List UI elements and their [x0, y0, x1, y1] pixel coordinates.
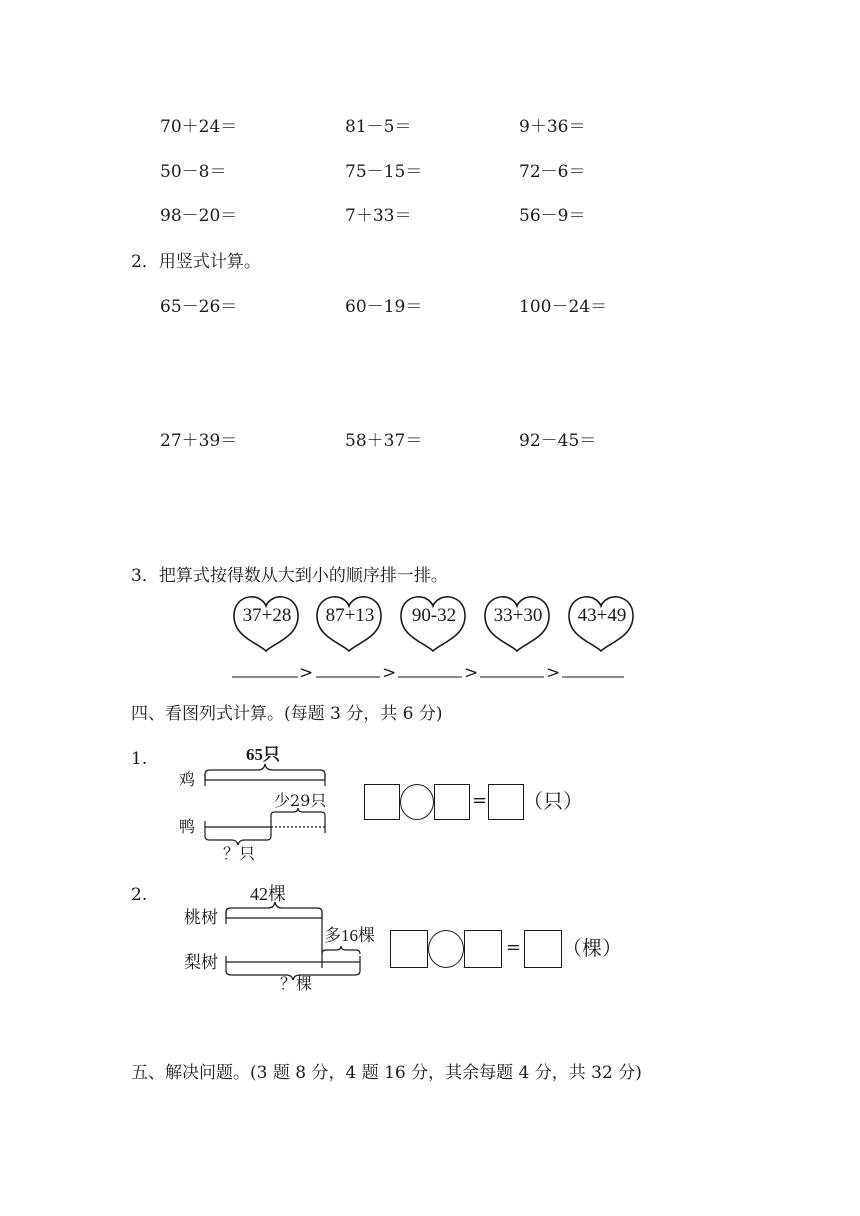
section4-title: 四、看图列式计算。(每题 3 分，共 6 分) — [131, 704, 443, 724]
order-sign-2: > — [382, 663, 397, 683]
heart-1-label: 37+28 — [242, 605, 292, 626]
vertical-item-1-3: 100－24＝ — [519, 297, 608, 317]
p2-answer-box-3[interactable] — [524, 930, 562, 968]
p2-question-label: ？棵 — [280, 974, 313, 993]
p1-diff-label: 少29只 — [274, 791, 327, 810]
heart-4-label: 33+30 — [493, 605, 543, 626]
vertical-item-2-3: 92－45＝ — [519, 431, 597, 451]
q2-title: 2．用竖式计算。 — [131, 252, 261, 272]
p2-operator-circle[interactable] — [428, 930, 464, 968]
p2-answer-box-2[interactable] — [464, 930, 502, 968]
oral-item-2-3: 72－6＝ — [519, 162, 586, 182]
p2-diff-label: 多16棵 — [324, 926, 375, 945]
p1-question-label: ？只 — [223, 844, 256, 863]
p2-label-peach: 桃树 — [184, 908, 218, 928]
vertical-item-1-1: 65－26＝ — [160, 297, 238, 317]
order-sign-4: > — [546, 663, 561, 683]
p1-label-duck: 鸭 — [179, 817, 196, 836]
p1-operator-circle[interactable] — [400, 784, 434, 820]
p2-number: 2. — [131, 885, 148, 905]
oral-item-1-1: 70＋24＝ — [160, 117, 238, 137]
oral-item-2-2: 75－15＝ — [345, 162, 423, 182]
vertical-item-2-2: 58＋37＝ — [345, 431, 423, 451]
heart-2-label: 87+13 — [325, 605, 375, 626]
p2-total-label: 42棵 — [250, 884, 286, 904]
q3-title: 3．把算式按得数从大到小的顺序排一排。 — [131, 566, 448, 586]
heart-3-label: 90-32 — [411, 605, 457, 626]
p2-equals-sign: = — [506, 937, 522, 958]
p1-label-chicken: 鸡 — [179, 770, 196, 789]
p1-number: 1. — [131, 749, 148, 769]
p1-answer-box-3[interactable] — [488, 784, 524, 820]
p1-total-label: 65只 — [246, 745, 280, 764]
section5-title: 五、解决问题。(3 题 8 分，4 题 16 分，其余每题 4 分，共 32 分) — [131, 1063, 642, 1083]
order-sign-1: > — [299, 663, 314, 683]
p1-equals-sign: = — [472, 790, 488, 811]
oral-item-1-2: 81－5＝ — [345, 117, 412, 137]
oral-item-2-1: 50－8＝ — [160, 162, 227, 182]
p1-answer-box-2[interactable] — [434, 784, 470, 820]
oral-item-3-2: 7＋33＝ — [345, 206, 412, 226]
oral-item-1-3: 9＋36＝ — [519, 117, 586, 137]
oral-item-3-3: 56－9＝ — [519, 206, 586, 226]
vertical-item-1-2: 60－19＝ — [345, 297, 423, 317]
order-sign-3: > — [464, 663, 479, 683]
p2-answer-box-1[interactable] — [390, 930, 428, 968]
vertical-item-2-1: 27＋39＝ — [160, 431, 238, 451]
oral-item-3-1: 98－20＝ — [160, 206, 238, 226]
p2-label-pear: 梨树 — [184, 953, 218, 973]
heart-5-label: 43+49 — [577, 605, 627, 626]
p2-unit-label: （棵） — [562, 936, 622, 960]
p1-unit-label: （只） — [523, 789, 583, 813]
p1-answer-box-1[interactable] — [364, 784, 400, 820]
